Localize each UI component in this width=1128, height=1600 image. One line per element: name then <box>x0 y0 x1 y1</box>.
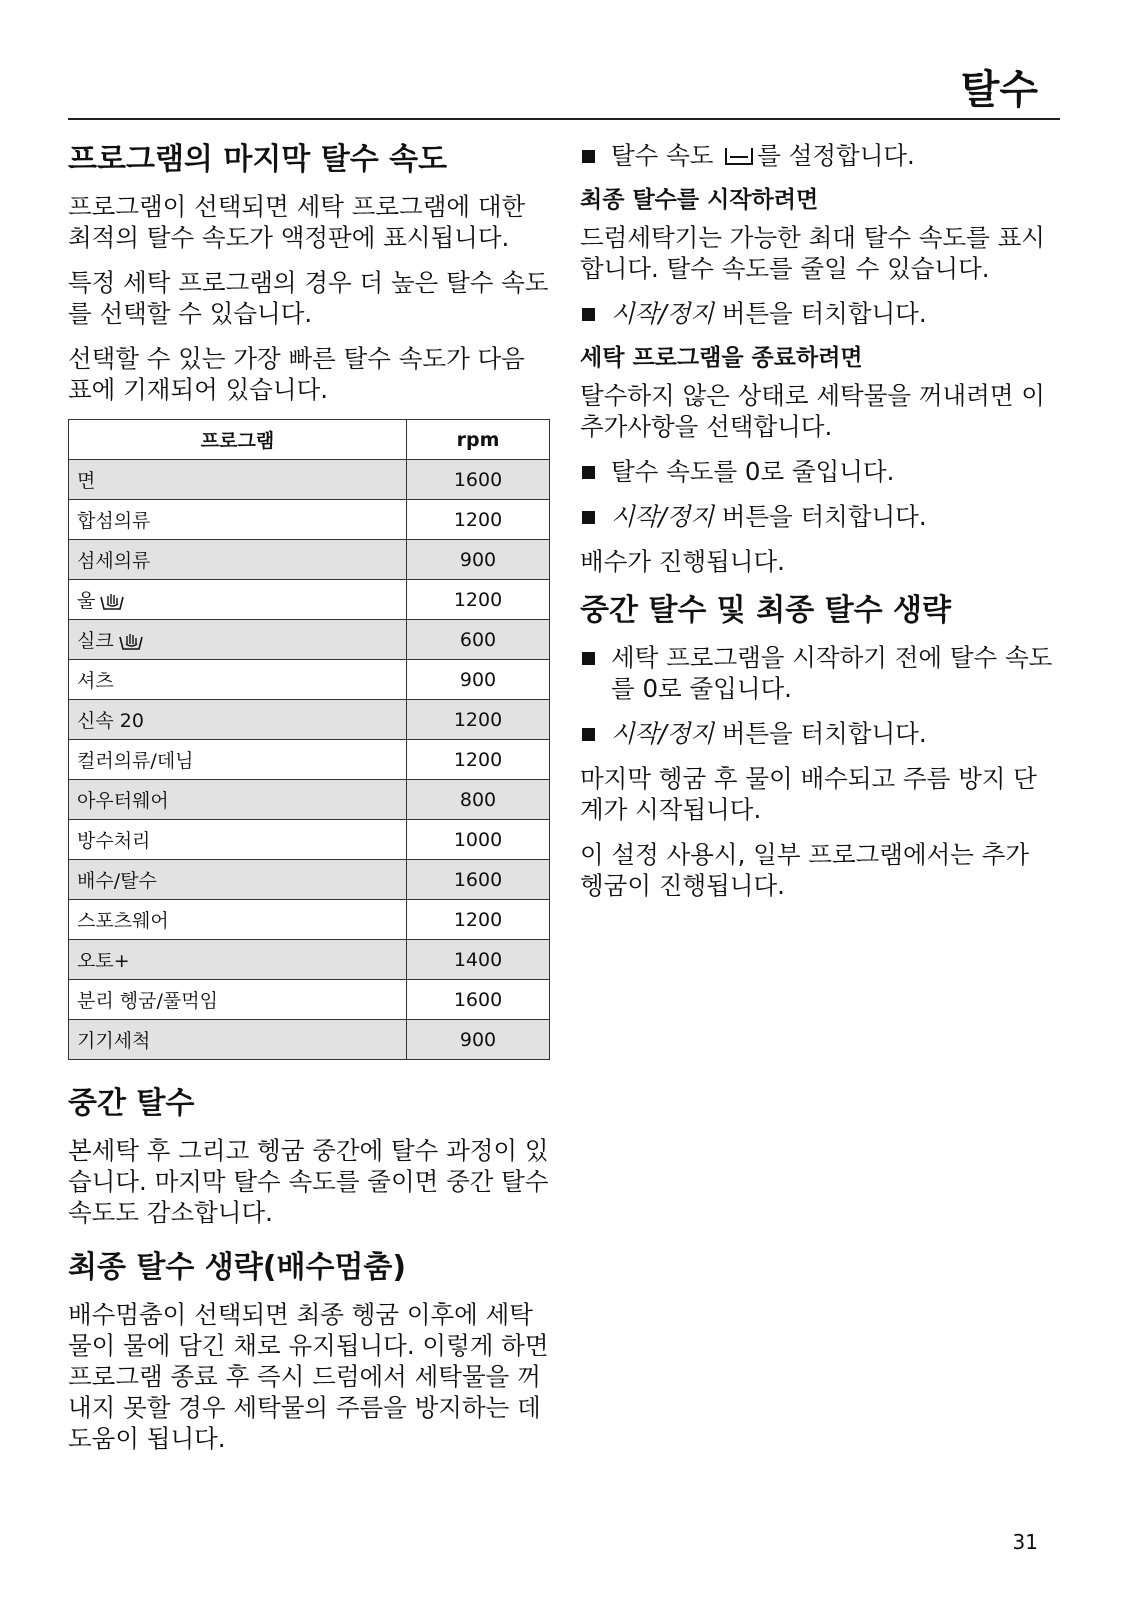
spin-speed-icon <box>723 145 755 167</box>
rpm-cell: 1200 <box>407 580 550 620</box>
list-item: 시작/정지 버튼을 터치합니다. <box>580 501 1060 532</box>
column-header-rpm: rpm <box>407 420 550 460</box>
program-name: 아우터웨어 <box>77 790 169 812</box>
program-cell <box>69 580 407 620</box>
bullet-square-icon <box>582 652 595 665</box>
section-header-title: 탈수 <box>960 67 1038 113</box>
paragraph: 배수멈춤이 선택되면 최종 헹굼 이후에 세탁물이 물에 담긴 채로 유지됩니다. 이렇게 하면 프로그램 종료 후 즉시 드럼에서 세탁물을 꺼내지 못할 경우 세탁물의 주름을 방지하는 데 도움이 됩니다. <box>68 1300 549 1453</box>
bullet-square-icon <box>582 728 595 741</box>
table-row <box>69 900 550 940</box>
paragraph: 마지막 헹굼 후 물이 배수되고 주름 방지 단계가 시작됩니다. <box>580 764 1037 825</box>
table-header-row <box>69 420 550 460</box>
program-cell <box>69 980 407 1020</box>
program-name: 스포츠웨어 <box>77 910 169 932</box>
interim-spin-heading: 중간 탈수 <box>68 1086 195 1121</box>
paragraph: 드럼세탁기는 가능한 최대 탈수 속도를 표시합니다. 탈수 속도를 줄일 수 있습니다. <box>580 223 1045 284</box>
column-header-program: 프로그램 <box>69 420 407 460</box>
final-spin-speed-heading: 프로그램의 마지막 탈수 속도 <box>68 142 448 177</box>
end-program-heading: 세탁 프로그램을 종료하려면 <box>580 345 863 372</box>
list-item: 탈수 속도 를 설정합니다. <box>580 140 1060 171</box>
program-name: 방수처리 <box>77 830 151 852</box>
bullet-square-icon <box>582 308 595 321</box>
rpm-cell: 900 <box>407 660 550 700</box>
rpm-cell: 1600 <box>407 860 550 900</box>
program-name: 배수/탈수 <box>77 870 157 892</box>
right-column <box>580 140 1060 915</box>
paragraph: 이 설정 사용시, 일부 프로그램에서는 추가 헹굼이 진행됩니다. <box>580 840 1030 901</box>
program-cell <box>69 700 407 740</box>
table-row <box>69 500 550 540</box>
table-row <box>69 580 550 620</box>
table-row <box>69 740 550 780</box>
program-cell <box>69 780 407 820</box>
list-item: 세탁 프로그램을 시작하기 전에 탈수 속도를 0로 줄입니다. <box>580 642 1060 704</box>
list-item: 시작/정지 버튼을 터치합니다. <box>580 718 1060 749</box>
rpm-cell: 1000 <box>407 820 550 860</box>
program-name: 분리 헹굼/풀먹임 <box>77 990 218 1012</box>
paragraph: 배수가 진행됩니다. <box>580 547 785 577</box>
rpm-cell: 1400 <box>407 940 550 980</box>
page-number: 31 <box>1012 1530 1038 1554</box>
program-cell <box>69 540 407 580</box>
table-row <box>69 860 550 900</box>
program-cell <box>69 660 407 700</box>
left-column <box>68 140 550 1468</box>
hand-wash-icon <box>99 591 125 611</box>
program-cell <box>69 860 407 900</box>
rpm-cell: 800 <box>407 780 550 820</box>
start-stop-label: 시작/정지 <box>611 299 714 329</box>
program-cell <box>69 1020 407 1060</box>
program-cell <box>69 820 407 860</box>
table-row <box>69 620 550 660</box>
table-row <box>69 540 550 580</box>
hand-wash-icon <box>118 631 144 651</box>
paragraph: 탈수하지 않은 상태로 세탁물을 꺼내려면 이 추가사항을 선택합니다. <box>580 381 1045 442</box>
table-row <box>69 820 550 860</box>
table-row <box>69 780 550 820</box>
start-stop-label: 시작/정지 <box>611 502 714 532</box>
table-row <box>69 1020 550 1060</box>
program-cell <box>69 900 407 940</box>
rinse-hold-heading: 최종 탈수 생략(배수멈춤) <box>68 1250 407 1285</box>
paragraph: 선택할 수 있는 가장 빠른 탈수 속도가 다음 표에 기재되어 있습니다. <box>68 344 525 404</box>
program-name: 섬세의류 <box>77 550 151 572</box>
program-name: 컬러의류/데님 <box>77 750 194 772</box>
program-name: 기기세척 <box>77 1030 151 1052</box>
rpm-cell: 1200 <box>407 900 550 940</box>
program-cell <box>69 620 407 660</box>
start-final-spin-heading: 최종 탈수를 시작하려면 <box>580 187 819 213</box>
program-cell <box>69 460 407 500</box>
program-name: 셔츠 <box>77 670 114 692</box>
program-name: 실크 <box>77 630 114 652</box>
table-row <box>69 980 550 1020</box>
program-cell <box>69 740 407 780</box>
program-cell <box>69 500 407 540</box>
paragraph: 본세탁 후 그리고 헹굼 중간에 탈수 과정이 있습니다. 마지막 탈수 속도를 줄이면 중간 탈수 속도도 감소합니다. <box>68 1136 549 1227</box>
rpm-cell: 1600 <box>407 460 550 500</box>
program-name: 오토+ <box>77 950 130 972</box>
rpm-cell: 900 <box>407 1020 550 1060</box>
header-divider <box>68 118 1060 120</box>
rpm-cell: 900 <box>407 540 550 580</box>
table-row <box>69 940 550 980</box>
program-name: 울 <box>77 590 96 612</box>
table-body <box>69 460 550 1060</box>
paragraph: 프로그램이 선택되면 세탁 프로그램에 대한 최적의 탈수 속도가 액정판에 표시됩니다. <box>68 192 526 252</box>
program-name: 면 <box>77 470 96 492</box>
table-row <box>69 660 550 700</box>
bullet-square-icon <box>582 511 595 524</box>
program-name: 신속 20 <box>77 710 144 732</box>
table-row <box>69 700 550 740</box>
program-cell <box>69 940 407 980</box>
program-name: 합섬의류 <box>77 510 151 532</box>
table-row <box>69 460 550 500</box>
rpm-cell: 1200 <box>407 700 550 740</box>
paragraph: 특정 세탁 프로그램의 경우 더 높은 탈수 속도를 선택할 수 있습니다. <box>68 268 549 328</box>
rpm-cell: 1600 <box>407 980 550 1020</box>
rpm-cell: 600 <box>407 620 550 660</box>
skip-spin-heading: 중간 탈수 및 최종 탈수 생략 <box>580 593 952 629</box>
bullet-square-icon <box>582 466 595 479</box>
bullet-square-icon <box>582 150 595 163</box>
spin-speed-table <box>68 419 550 1060</box>
list-item: 시작/정지 버튼을 터치합니다. <box>580 298 1060 329</box>
list-item: 탈수 속도를 0로 줄입니다. <box>580 456 1060 487</box>
rpm-cell: 1200 <box>407 500 550 540</box>
start-stop-label: 시작/정지 <box>611 719 714 749</box>
rpm-cell: 1200 <box>407 740 550 780</box>
